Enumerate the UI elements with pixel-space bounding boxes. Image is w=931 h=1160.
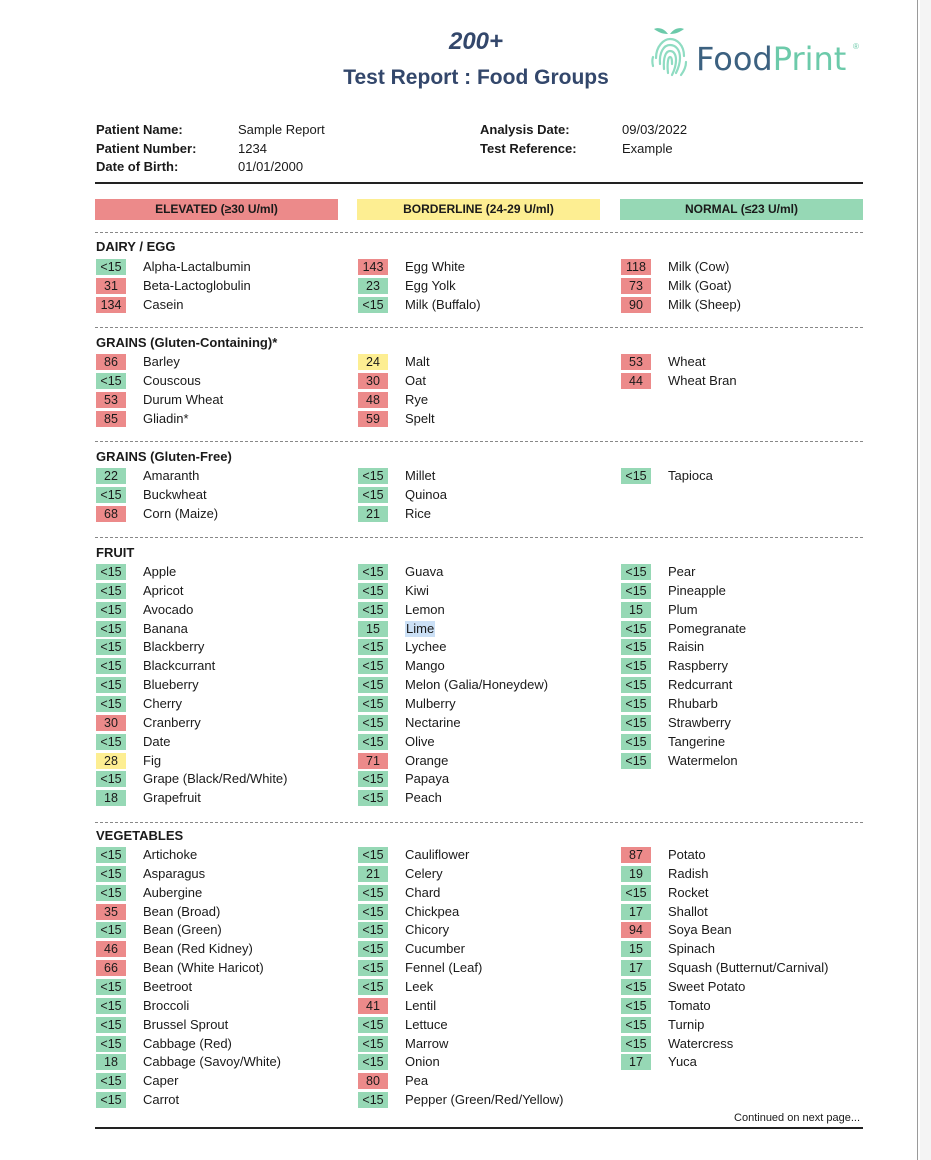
result-badge: <15 (96, 771, 126, 787)
result-badge: 18 (96, 1054, 126, 1070)
food-name: Soya Bean (668, 922, 732, 938)
result-badge: 15 (621, 941, 651, 957)
analysis-date: 09/03/2022 (622, 122, 688, 137)
food-name: Pepper (Green/Red/Yellow) (405, 1092, 564, 1107)
food-name: Marrow (405, 1035, 449, 1051)
result-badge: <15 (358, 1092, 388, 1108)
result-badge: 17 (621, 904, 651, 920)
result-badge: <15 (358, 602, 388, 618)
patient-number-label: Patient Number: (96, 140, 197, 156)
food-name: Amaranth (143, 468, 200, 483)
food-name: Tangerine (668, 733, 726, 749)
food-name: Raspberry (668, 658, 728, 674)
food-name: Carrot (143, 1092, 180, 1107)
result-badge: <15 (96, 602, 126, 618)
result-badge: 90 (621, 297, 651, 313)
food-name: Blackcurrant (143, 658, 216, 674)
fingerprint-leaf-icon (646, 24, 694, 80)
result-badge: 35 (96, 904, 126, 920)
result-badge: <15 (96, 487, 126, 503)
result-badge: 23 (358, 278, 388, 294)
food-name: Bean (Broad) (143, 903, 221, 919)
result-badge: 21 (358, 866, 388, 882)
food-name: Aubergine (143, 884, 203, 900)
result-badge: <15 (358, 904, 388, 920)
section-divider (95, 441, 863, 442)
result-badge: <15 (358, 979, 388, 995)
result-badge: 15 (358, 621, 388, 637)
food-name: Papaya (405, 771, 450, 787)
result-badge: <15 (358, 564, 388, 580)
section-title-grains-gluten-containing: GRAINS (Gluten-Containing)* (96, 335, 278, 350)
result-badge: 53 (621, 354, 651, 370)
food-name: Plum (668, 601, 698, 617)
patient-name-label: Patient Name: (96, 122, 183, 137)
patient-labels (96, 121, 196, 177)
result-badge: <15 (358, 734, 388, 750)
registered-mark: ® (853, 42, 859, 51)
result-badge: <15 (96, 373, 126, 389)
food-name: Kiwi (405, 582, 429, 598)
food-name: Radish (668, 865, 709, 881)
result-badge: 134 (96, 297, 126, 313)
result-badge: <15 (96, 885, 126, 901)
result-badge: <15 (358, 658, 388, 674)
result-badge: <15 (96, 696, 126, 712)
food-name: Millet (405, 468, 436, 483)
result-badge: <15 (96, 259, 126, 275)
food-name: Nectarine (405, 714, 461, 730)
food-name: Tomato (668, 997, 711, 1013)
result-badge: <15 (621, 696, 651, 712)
result-badge: <15 (621, 998, 651, 1014)
food-name: Lime (406, 620, 435, 636)
brand-name (696, 40, 846, 78)
section-title-fruit: FRUIT (96, 545, 135, 560)
result-badge: 30 (358, 373, 388, 389)
food-name: Banana (143, 620, 188, 636)
result-badge: <15 (358, 771, 388, 787)
section-divider (95, 327, 863, 328)
result-badge: <15 (96, 1036, 126, 1052)
result-badge: <15 (621, 677, 651, 693)
section-divider (95, 232, 863, 233)
result-badge: 24 (358, 354, 388, 370)
food-name: Durum Wheat (143, 391, 224, 407)
result-badge: 66 (96, 960, 126, 976)
result-badge: <15 (96, 866, 126, 882)
result-badge: 17 (621, 1054, 651, 1070)
result-badge: <15 (96, 847, 126, 863)
result-badge: 80 (358, 1073, 388, 1089)
result-badge: <15 (358, 696, 388, 712)
result-badge: <15 (358, 790, 388, 806)
food-name: Cabbage (Savoy/White) (143, 1054, 282, 1070)
header-divider (95, 182, 863, 184)
food-name: Bean (Red Kidney) (143, 941, 253, 957)
result-badge: 68 (96, 506, 126, 522)
food-name: Spelt (405, 410, 435, 426)
result-badge: 30 (96, 715, 126, 731)
result-badge: 15 (621, 602, 651, 618)
result-badge: <15 (621, 715, 651, 731)
result-badge: 94 (621, 922, 651, 938)
test-reference-label: Test Reference: (480, 140, 577, 156)
result-badge: <15 (96, 658, 126, 674)
result-badge: 71 (358, 753, 388, 769)
food-name: Lentil (405, 997, 437, 1013)
food-name: Onion (405, 1054, 440, 1070)
food-name: Wheat (668, 354, 706, 369)
food-name: Yuca (668, 1054, 697, 1070)
result-badge: <15 (621, 734, 651, 750)
report-number: 200+ (448, 28, 504, 55)
food-name: Avocado (143, 601, 194, 617)
food-name: Sweet Potato (668, 979, 746, 994)
food-name: Turnip (668, 1016, 705, 1032)
food-name: Oat (405, 372, 426, 388)
food-name: Pea (405, 1073, 429, 1089)
result-badge: <15 (358, 885, 388, 901)
result-badge: <15 (358, 1054, 388, 1070)
food-name: Watercress (668, 1035, 734, 1051)
food-name: Gliadin* (143, 410, 189, 426)
result-badge: 73 (621, 278, 651, 294)
food-name: Beetroot (143, 979, 193, 994)
food-name: Egg White (405, 259, 465, 274)
result-badge: 21 (358, 506, 388, 522)
foodprint-logo (646, 24, 876, 84)
food-name: Rocket (668, 884, 709, 900)
result-badge: 143 (358, 259, 388, 275)
section-divider (95, 537, 863, 538)
food-name: Lemon (405, 601, 445, 617)
legend-elevated: ELEVATED (≥30 U/ml) (95, 199, 338, 220)
result-badge: <15 (96, 998, 126, 1014)
result-badge: <15 (358, 468, 388, 484)
result-badge: <15 (621, 753, 651, 769)
result-badge: <15 (358, 1036, 388, 1052)
result-badge: 19 (621, 866, 651, 882)
food-name: Lychee (405, 639, 447, 655)
result-badge: <15 (96, 677, 126, 693)
analysis-date-label: Analysis Date: (480, 122, 570, 137)
section-title-dairy-egg: DAIRY / EGG (96, 239, 176, 254)
result-badge: <15 (621, 564, 651, 580)
legend-normal: NORMAL (≤23 U/ml) (620, 199, 863, 220)
result-badge: <15 (621, 979, 651, 995)
food-name: Artichoke (143, 847, 198, 862)
food-name: Cauliflower (405, 847, 470, 862)
food-name: Corn (Maize) (143, 505, 219, 521)
result-badge: 53 (96, 392, 126, 408)
food-name: Caper (143, 1073, 179, 1089)
food-name: Milk (Buffalo) (405, 296, 481, 312)
food-name: Rhubarb (668, 696, 718, 711)
result-badge: <15 (96, 1017, 126, 1033)
page-margin (920, 0, 931, 1160)
analysis-labels (480, 121, 577, 158)
date-of-birth: 01/01/2000 (238, 159, 304, 174)
result-badge: <15 (621, 621, 651, 637)
food-name: Tapioca (668, 468, 713, 483)
result-badge: <15 (358, 922, 388, 938)
result-badge: <15 (358, 583, 388, 599)
result-badge: 28 (96, 753, 126, 769)
result-badge: <15 (96, 1073, 126, 1089)
food-name: Redcurrant (668, 677, 733, 693)
food-name: Pear (668, 564, 696, 579)
food-name: Alpha-Lactalbumin (143, 259, 251, 274)
result-badge: 44 (621, 373, 651, 389)
food-name: Date (143, 733, 171, 749)
result-badge: 31 (96, 278, 126, 294)
result-badge: 18 (96, 790, 126, 806)
result-badge: <15 (621, 885, 651, 901)
result-badge: <15 (358, 1017, 388, 1033)
food-name: Grapefruit (143, 790, 201, 806)
result-badge: <15 (358, 677, 388, 693)
food-name: Mulberry (405, 696, 456, 711)
result-badge: 118 (621, 259, 651, 275)
food-name: Egg Yolk (405, 277, 456, 293)
result-badge: 48 (358, 392, 388, 408)
section-title-grains-gluten-free: GRAINS (Gluten-Free) (96, 449, 232, 464)
result-badge: 41 (358, 998, 388, 1014)
result-badge: <15 (96, 979, 126, 995)
section-divider (95, 822, 863, 823)
food-name: Mango (405, 658, 445, 674)
food-name: Potato (668, 847, 706, 862)
footer-divider (95, 1127, 863, 1129)
food-name: Lettuce (405, 1016, 448, 1032)
food-name: Blueberry (143, 677, 199, 693)
page-edge (917, 0, 918, 1160)
food-name: Barley (143, 354, 180, 369)
food-name: Chard (405, 884, 441, 900)
food-name: Grape (Black/Red/White) (143, 771, 288, 787)
food-name: Cucumber (405, 941, 465, 957)
result-badge: 17 (621, 960, 651, 976)
food-name: Apricot (143, 582, 184, 598)
result-badge: <15 (96, 583, 126, 599)
food-name: Quinoa (405, 486, 447, 502)
food-name: Casein (143, 296, 184, 312)
result-badge: <15 (358, 715, 388, 731)
result-badge: <15 (358, 960, 388, 976)
result-badge: <15 (96, 734, 126, 750)
food-name: Chickpea (405, 903, 460, 919)
food-name: Beta-Lactoglobulin (143, 277, 251, 293)
food-name: Couscous (143, 372, 201, 388)
food-name: Spinach (668, 941, 715, 957)
result-badge: <15 (96, 922, 126, 938)
result-badge: 87 (621, 847, 651, 863)
food-name: Pineapple (668, 582, 726, 598)
food-name: Watermelon (668, 752, 738, 768)
food-name: Wheat Bran (668, 372, 737, 388)
food-name: Guava (405, 564, 444, 579)
food-name: Buckwheat (143, 486, 207, 502)
report-title: Test Report : Food Groups (343, 66, 609, 89)
food-name: Bean (White Haricot) (143, 960, 264, 976)
result-badge: <15 (621, 658, 651, 674)
result-badge: <15 (358, 639, 388, 655)
test-reference: Example (622, 140, 673, 156)
brand-print: Print (772, 40, 847, 78)
result-badge: <15 (96, 621, 126, 637)
food-name: Fig (143, 752, 162, 768)
food-name: Leek (405, 979, 434, 994)
food-name: Asparagus (143, 865, 206, 881)
brand-food: Food (696, 40, 773, 78)
result-badge: <15 (621, 1017, 651, 1033)
result-badge: <15 (621, 468, 651, 484)
food-name: Chicory (405, 922, 450, 938)
result-badge: 86 (96, 354, 126, 370)
result-badge: <15 (621, 1036, 651, 1052)
food-name: Orange (405, 752, 449, 768)
result-badge: 46 (96, 941, 126, 957)
food-name: Fennel (Leaf) (405, 960, 483, 976)
food-name: Cranberry (143, 714, 201, 730)
analysis-values (622, 121, 687, 158)
patient-number: 1234 (238, 140, 267, 156)
food-name: Pomegranate (668, 620, 747, 636)
food-name: Milk (Goat) (668, 277, 732, 293)
food-name: Bean (Green) (143, 922, 222, 938)
section-title-vegetables: VEGETABLES (96, 828, 184, 843)
food-name: Olive (405, 733, 435, 749)
food-name: Rice (405, 505, 432, 521)
food-name: Cabbage (Red) (143, 1035, 232, 1051)
patient-values (238, 121, 325, 177)
food-name: Rye (405, 391, 429, 407)
food-name: Strawberry (668, 714, 731, 730)
result-badge: <15 (96, 639, 126, 655)
food-name: Melon (Galia/Honeydew) (405, 677, 549, 693)
dob-label: Date of Birth: (96, 159, 179, 174)
food-name: Blackberry (143, 639, 205, 655)
food-name: Brussel Sprout (143, 1016, 229, 1032)
food-name: Raisin (668, 639, 705, 655)
result-badge: <15 (96, 1092, 126, 1108)
food-name: Apple (143, 564, 177, 579)
food-name: Cherry (143, 696, 183, 711)
result-badge: <15 (96, 564, 126, 580)
food-name: Malt (405, 354, 430, 369)
result-badge: <15 (358, 847, 388, 863)
food-name: Milk (Cow) (668, 259, 730, 274)
result-badge: <15 (358, 487, 388, 503)
food-name: Celery (405, 865, 443, 881)
result-badge: <15 (621, 583, 651, 599)
food-name: Squash (Butternut/Carnival) (668, 960, 829, 976)
result-badge: <15 (621, 639, 651, 655)
result-badge: 85 (96, 411, 126, 427)
result-badge: <15 (358, 941, 388, 957)
food-name: Peach (405, 790, 442, 806)
result-badge: 22 (96, 468, 126, 484)
legend-borderline: BORDERLINE (24-29 U/ml) (357, 199, 600, 220)
patient-name: Sample Report (238, 122, 325, 137)
food-name: Shallot (668, 903, 708, 919)
result-badge: 59 (358, 411, 388, 427)
food-name: Broccoli (143, 997, 190, 1013)
result-badge: <15 (358, 297, 388, 313)
food-name: Milk (Sheep) (668, 296, 741, 312)
continued-note: Continued on next page... (734, 1112, 860, 1124)
